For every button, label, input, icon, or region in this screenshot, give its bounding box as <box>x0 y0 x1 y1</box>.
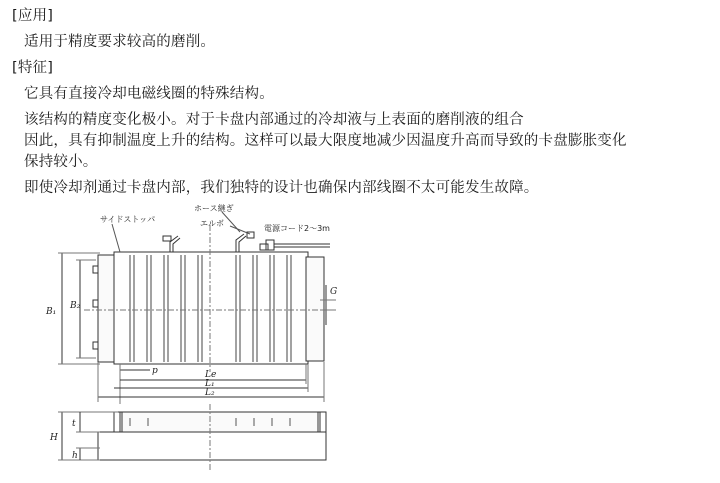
feature-line-1: 它具有直接冷却电磁线圈的特殊结构。 <box>24 86 274 102</box>
heading-application: [应用] <box>12 8 54 24</box>
elbow-label: エルボ <box>200 219 224 228</box>
dim-b2: B₂ <box>70 301 81 311</box>
top-view-body <box>114 252 308 364</box>
heading-features: [特征] <box>12 60 54 76</box>
hose-joint-label: ホース継ぎ <box>194 204 234 213</box>
top-view-left-end <box>98 255 116 362</box>
dim-b1: B₁ <box>46 307 57 317</box>
top-view-right-end <box>306 257 324 361</box>
dim-l2: L₂ <box>205 388 215 398</box>
dim-h-lower: h <box>72 451 78 461</box>
dim-g: G <box>330 287 338 297</box>
feature-line-4: 保持较小。 <box>24 154 98 170</box>
feature-line-5: 即使冷却剂通过卡盘内部，我们独特的设计也确保内部线圈不太可能发生故障。 <box>24 180 539 196</box>
side-stopper-label: サイドストッパ <box>100 215 156 224</box>
power-cord-label: 電源コード2～3m <box>264 224 330 233</box>
dim-le: Le <box>205 370 217 380</box>
dim-t: t <box>72 419 76 429</box>
feature-line-2: 该结构的精度变化极小。对于卡盘内部通过的冷却液与上表面的磨削液的组合 <box>24 112 524 128</box>
dim-h-upper: H <box>50 433 58 443</box>
side-view-base <box>98 432 326 460</box>
application-line-1: 适用于精度要求较高的磨削。 <box>24 34 216 50</box>
dim-p: p <box>152 366 158 376</box>
feature-line-3: 因此，具有抑制温度上升的结构。这样可以最大限度地减少因温度升高而导致的卡盘膨胀变化 <box>24 133 627 149</box>
dim-l1: L₁ <box>205 379 215 389</box>
